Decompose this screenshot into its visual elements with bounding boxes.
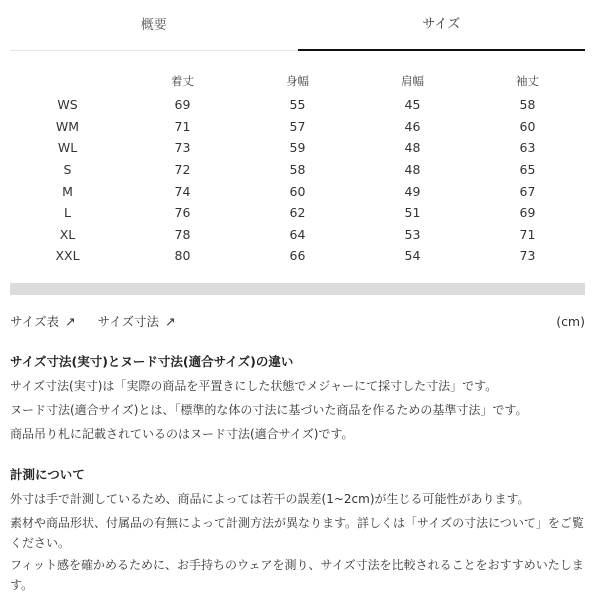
size-table <box>10 68 585 267</box>
column-header: 身幅 <box>286 74 309 88</box>
measurement-cell: 53 <box>404 226 421 242</box>
measurement-cell: 51 <box>404 205 421 221</box>
size-label: WS <box>57 97 78 113</box>
measurement-cell: 55 <box>289 97 306 113</box>
unit-label: (cm) <box>556 313 585 329</box>
measurement-cell: 54 <box>404 248 421 264</box>
size-chart-link[interactable] <box>10 312 76 330</box>
column-header: 袖丈 <box>516 74 539 88</box>
measurement-cell: 46 <box>404 118 421 134</box>
tab-size[interactable]: サイズ <box>298 0 586 51</box>
paragraph: サイズ寸法(実寸)は「実際の商品を平置きにした状態でメジャーにて採寸した寸法」です。 <box>10 379 498 393</box>
arrow-up-right-icon: ↗ <box>65 314 76 329</box>
measurement-cell: 71 <box>519 226 536 242</box>
links-row <box>10 312 585 330</box>
measurement-cell: 69 <box>174 97 191 113</box>
measurement-cell: 71 <box>174 118 191 134</box>
size-label: S <box>63 162 72 178</box>
table-row <box>10 159 585 181</box>
measurement-cell: 45 <box>404 97 421 113</box>
measurement-cell: 67 <box>519 183 536 199</box>
tab-bar <box>10 0 585 51</box>
link-label: サイズ表 <box>10 314 60 329</box>
measurement-cell: 76 <box>174 205 191 221</box>
table-row <box>10 202 585 224</box>
measurement-cell: 72 <box>174 162 191 178</box>
size-label: XXL <box>55 248 80 264</box>
size-label: WM <box>55 118 80 134</box>
arrow-up-right-icon: ↗ <box>165 314 176 329</box>
measurement-cell: 64 <box>289 226 306 242</box>
measurement-cell: 73 <box>174 140 191 156</box>
paragraph: ヌード寸法(適合サイズ)とは、「標準的な体の寸法に基づいた商品を作るための基準寸法」です。 <box>10 403 528 417</box>
table-row <box>10 116 585 138</box>
measurement-cell: 73 <box>519 248 536 264</box>
size-label: WL <box>57 140 78 156</box>
paragraph: 外寸は手で計測しているため、商品によっては若干の誤差(1~2cm)が生じる可能性があります。 <box>10 492 530 506</box>
measurement-cell: 63 <box>519 140 536 156</box>
measurement-cell: 60 <box>519 118 536 134</box>
table-row <box>10 245 585 267</box>
column-header <box>10 68 125 94</box>
measurement-cell: 58 <box>289 162 306 178</box>
size-label: L <box>64 205 71 221</box>
measurement-cell: 48 <box>404 162 421 178</box>
measurement-cell: 65 <box>519 162 536 178</box>
measurement-cell: 60 <box>289 183 306 199</box>
section-heading: 計測について <box>10 467 85 482</box>
table-header-row <box>10 68 585 94</box>
paragraph: 商品吊り札に記載されているのはヌード寸法(適合サイズ)です。 <box>10 427 354 441</box>
paragraph: フィット感を確かめるために、お手持ちのウェアを測り、サイズ寸法を比較されることをおすすめいたします。 <box>10 558 584 592</box>
size-dimensions-link[interactable] <box>98 312 176 330</box>
horizontal-scrollbar[interactable] <box>10 283 585 295</box>
paragraph: 素材や商品形状、付属品の有無によって計測方法が異なります。詳しくは「サイズの寸法について」をご覧ください。 <box>10 516 584 550</box>
measurement-cell: 57 <box>289 118 306 134</box>
table-row <box>10 94 585 116</box>
table-row <box>10 137 585 159</box>
measurement-section <box>10 463 590 597</box>
measurement-cell: 80 <box>174 248 191 264</box>
column-header: 肩幅 <box>401 74 424 88</box>
link-label: サイズ寸法 <box>97 314 160 329</box>
table-row <box>10 224 585 246</box>
column-header: 着丈 <box>171 74 194 88</box>
table-row <box>10 180 585 202</box>
measurement-cell: 58 <box>519 97 536 113</box>
size-label: XL <box>59 226 76 242</box>
measurement-cell: 78 <box>174 226 191 242</box>
measurement-cell: 59 <box>289 140 306 156</box>
measurement-cell: 69 <box>519 205 536 221</box>
size-difference-section <box>10 350 590 446</box>
measurement-cell: 74 <box>174 183 191 199</box>
measurement-cell: 48 <box>404 140 421 156</box>
measurement-cell: 62 <box>289 205 306 221</box>
section-heading: サイズ寸法(実寸)とヌード寸法(適合サイズ)の違い <box>10 354 294 369</box>
tab-overview[interactable]: 概要 <box>10 0 298 51</box>
measurement-cell: 49 <box>404 183 421 199</box>
size-label: M <box>62 183 73 199</box>
measurement-cell: 66 <box>289 248 306 264</box>
